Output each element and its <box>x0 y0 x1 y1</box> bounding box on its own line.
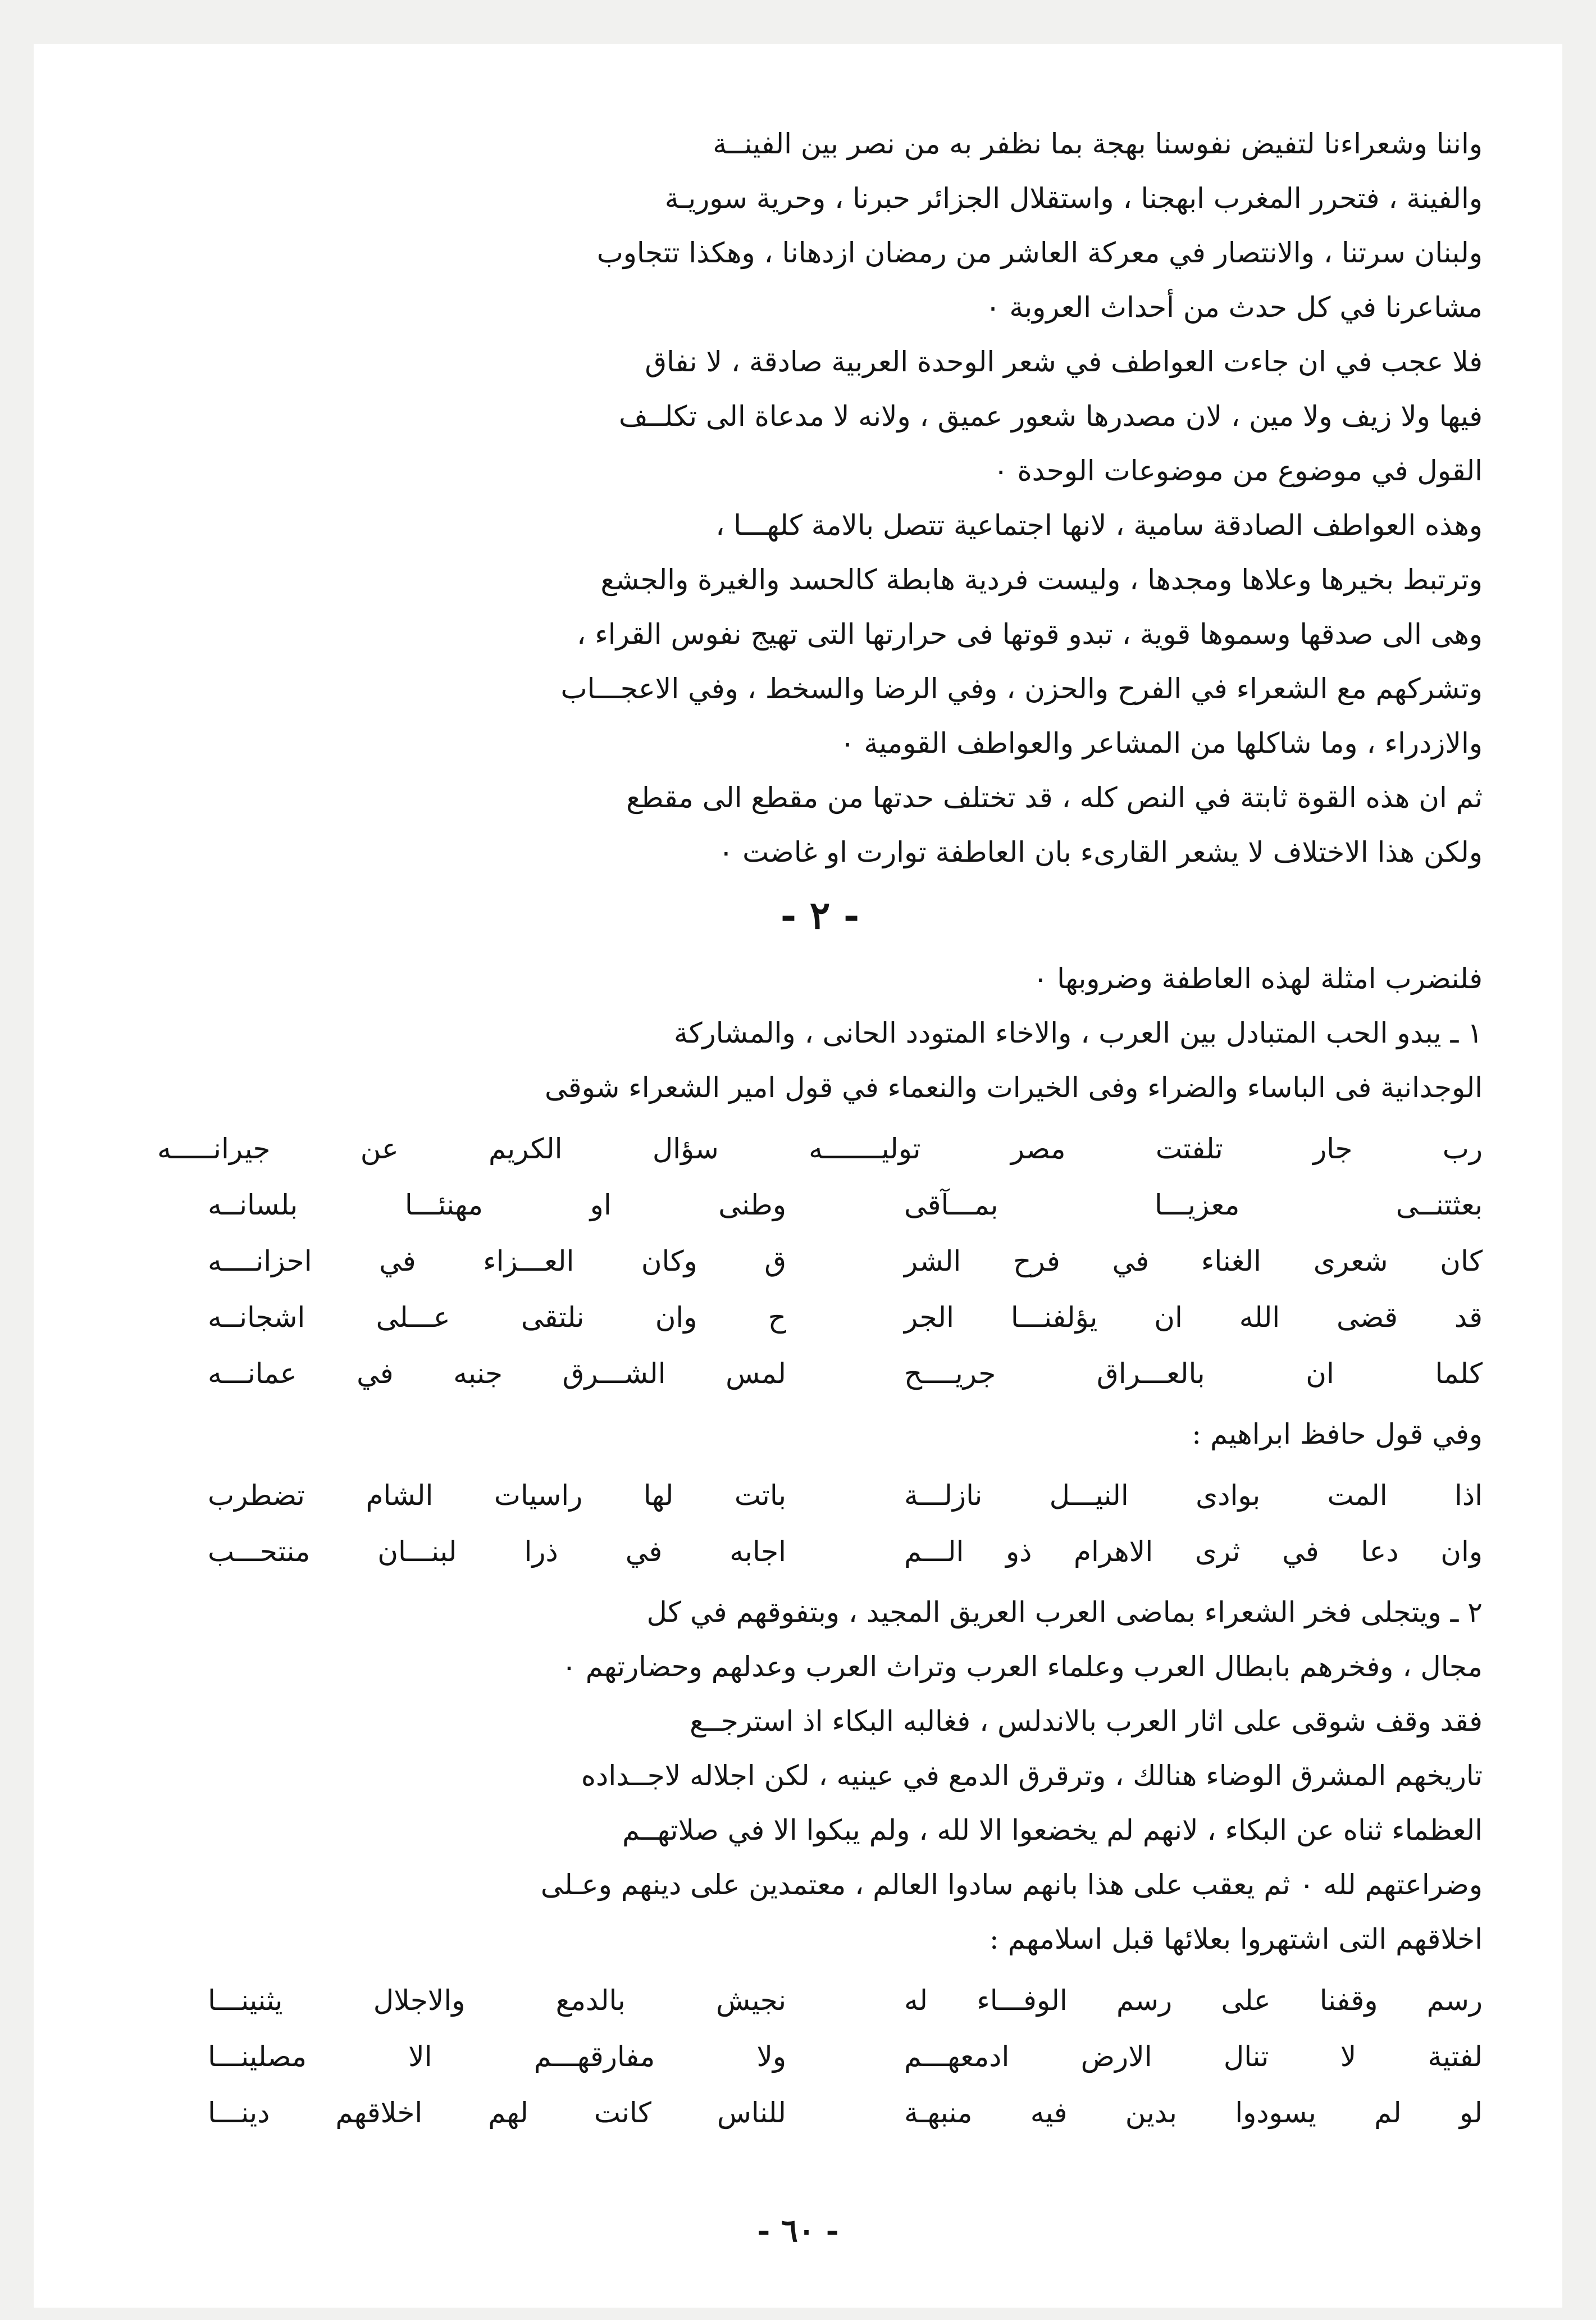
verse <box>157 1289 1483 1345</box>
hemistich-first: لفتية لا تنال الارض ادمعهـــم <box>904 2040 1483 2073</box>
hemistich-first: لو لم يسودوا بدين فيه منبهـة <box>904 2096 1483 2129</box>
page-content <box>157 117 1483 2146</box>
text-line: تاريخهم المشرق الوضاء هنالك ، وترقرق الدمع في عينيه ، لكن اجلاله لاجــداده <box>581 1759 1483 1792</box>
verse <box>157 1972 1483 2028</box>
text-line: وتشركهم مع الشعراء في الفرح والحزن ، وفي الرضا والسخط ، وفي الاعجـــاب <box>560 672 1483 705</box>
paragraph <box>157 1694 1483 1967</box>
hemistich-first: بعثتنــى معزيـــا بمـــآقى <box>904 1189 1483 1221</box>
text-line: العظماء ثناه عن البكاء ، لانهم لم يخضعوا الا لله ، ولم يبكوا الا في صلاتهــم <box>622 1814 1483 1846</box>
hemistich-second: لمس الشـــرق جنبه في عمانـــه <box>208 1357 786 1390</box>
hemistich-first: اذا المت بوادى النيـــل نازلـــة <box>904 1479 1483 1512</box>
poem-shawqi-neighbors <box>157 1121 1483 1402</box>
text-line: ١ ـ يبدو الحب المتبادل بين العرب ، والاخاء المتودد الحانى ، والمشاركة <box>673 1017 1483 1049</box>
paragraph <box>157 498 1483 771</box>
hemistich-first: قد قضى الله ان يؤلفنـــا الجر <box>904 1301 1483 1334</box>
text-line: ثم ان هذه القوة ثابتة في النص كله ، قد تختلف حدتها من مقطع الى مقطع <box>626 781 1483 814</box>
hemistich-first: كان شعرى الغناء في فرح الشر <box>904 1245 1483 1277</box>
text-line: ولكن هذا الاختلاف لا يشعر القارىء بان العاطفة توارت او غاضت ٠ <box>718 836 1483 868</box>
hemistich-second: للناس كانت لهم اخلاقهم دينـــا <box>208 2096 786 2129</box>
text-line: القول في موضوع من موضوعات الوحدة ٠ <box>993 454 1483 487</box>
text-line: والفينة ، فتحرر المغرب ابهجنا ، واستقلال الجزائر حبرنا ، وحرية سوريـة <box>664 182 1483 215</box>
hemistich-first: وان دعا في ثرى الاهرام ذو الـــم <box>904 1535 1483 1568</box>
hemistich-second: اجابه في ذرا لبنـــان منتحـــب <box>208 1535 786 1568</box>
page-number: - ٦٠ - <box>757 2212 839 2249</box>
text-line: وضراعتهم لله ٠ ثم يعقب على هذا بانهم سادوا العالم ، معتمدين على دينهم وعـلى <box>540 1868 1483 1901</box>
bottom-paragraphs <box>157 1585 1483 1967</box>
text-line: فيها ولا زيف ولا مين ، لان مصدرها شعور عميق ، ولانه لا مدعاة الى تكلــف <box>618 400 1483 433</box>
text-line: ٢ ـ ويتجلى فخر الشعراء بماضى العرب العريق المجيد ، وبتفوقهم في كل <box>646 1596 1483 1628</box>
verse <box>157 2085 1483 2141</box>
hemistich-first: كلما ان بالعـــراق جريــــح <box>904 1357 1483 1390</box>
verse <box>157 1523 1483 1580</box>
text-line: وترتبط بخيرها وعلاها ومجدها ، وليست فردية هابطة كالحسد والغيرة والجشع <box>600 563 1483 596</box>
verse <box>157 1177 1483 1233</box>
text-line: وهذه العواطف الصادقة سامية ، لانها اجتماعية تتصل بالامة كلهـــا ، <box>715 509 1483 542</box>
verse <box>157 1121 1483 1177</box>
text-line: مشاعرنا في كل حدث من أحداث العروبة ٠ <box>985 291 1483 324</box>
hemistich-second: باتت لها راسيات الشام تضطرب <box>208 1479 786 1512</box>
hafez-intro <box>157 1407 1483 1462</box>
hemistich-second: ولا مفارقهـــم الا مصلينـــا <box>208 2040 786 2073</box>
hemistich-second: نجيش بالدمع والاجلال يثنينـــا <box>208 1984 786 2017</box>
hemistich-first: رب جار تلفتت مصر توليـــــــه سؤال الكريم عن جيرانـــــه <box>157 1132 1483 1165</box>
top-paragraphs <box>157 117 1483 880</box>
text-line: فلا عجب في ان جاءت العواطف في شعر الوحدة العربية صادقة ، لا نفاق <box>645 345 1483 378</box>
text-line: اخلاقهم التى اشتهروا بعلائها قبل اسلامهم : <box>989 1923 1483 1955</box>
text-line: والازدراء ، وما شاكلها من المشاعر والعواطف القومية ٠ <box>840 727 1483 759</box>
hemistich-first: رسم وقفنا على رسم الوفـــاء له <box>904 1984 1483 2017</box>
verse <box>157 1345 1483 1402</box>
poem-hafez <box>157 1467 1483 1580</box>
paragraph <box>157 335 1483 498</box>
text-line: مجال ، وفخرهم بابطال العرب وعلماء العرب وتراث العرب وعدلهم وحضارتهم ٠ <box>562 1650 1483 1683</box>
verse <box>157 2028 1483 2085</box>
section-number: - ٢ - <box>780 893 860 938</box>
paragraph <box>157 117 1483 335</box>
text-line: وهى الى صدقها وسموها قوية ، تبدو قوتها فى حرارتها التى تهيج نفوس القراء ، <box>577 618 1483 650</box>
text-line: فقد وقف شوقى على اثار العرب بالاندلس ، فغالبه البكاء اذ استرجــع <box>690 1705 1483 1737</box>
paragraph <box>157 1585 1483 1694</box>
verse <box>157 1467 1483 1523</box>
paragraph <box>157 771 1483 880</box>
hemistich-second: وطنى او مهنئـــا بلسانــه <box>208 1189 786 1221</box>
hemistich-second: ق وكان العـــزاء في احزانــــه <box>208 1245 786 1277</box>
text-line: ولبنان سرتنا ، والانتصار في معركة العاشر من رمضان ازدهانا ، وهكذا تتجاوب <box>596 236 1483 269</box>
text-line: فلنضرب امثلة لهذه العاطفة وضروبها ٠ <box>1033 962 1483 995</box>
book-page <box>34 44 1562 2308</box>
text-line: الوجدانية فى الباساء والضراء وفى الخيرات والنعماء في قول امير الشعراء شوقى <box>545 1071 1483 1104</box>
poem-shawqi-andalus <box>157 1972 1483 2141</box>
text-line: واننا وشعراءنا لتفيض نفوسنا بهجة بما نظفر به من نصر بين الفينــة <box>713 128 1483 160</box>
intro-paragraph <box>157 952 1483 1115</box>
text-line: وفي قول حافظ ابراهيم : <box>1192 1418 1483 1450</box>
verse <box>157 1233 1483 1289</box>
hemistich-second: ح وان نلتقى عـــلى اشجانــه <box>208 1301 786 1334</box>
